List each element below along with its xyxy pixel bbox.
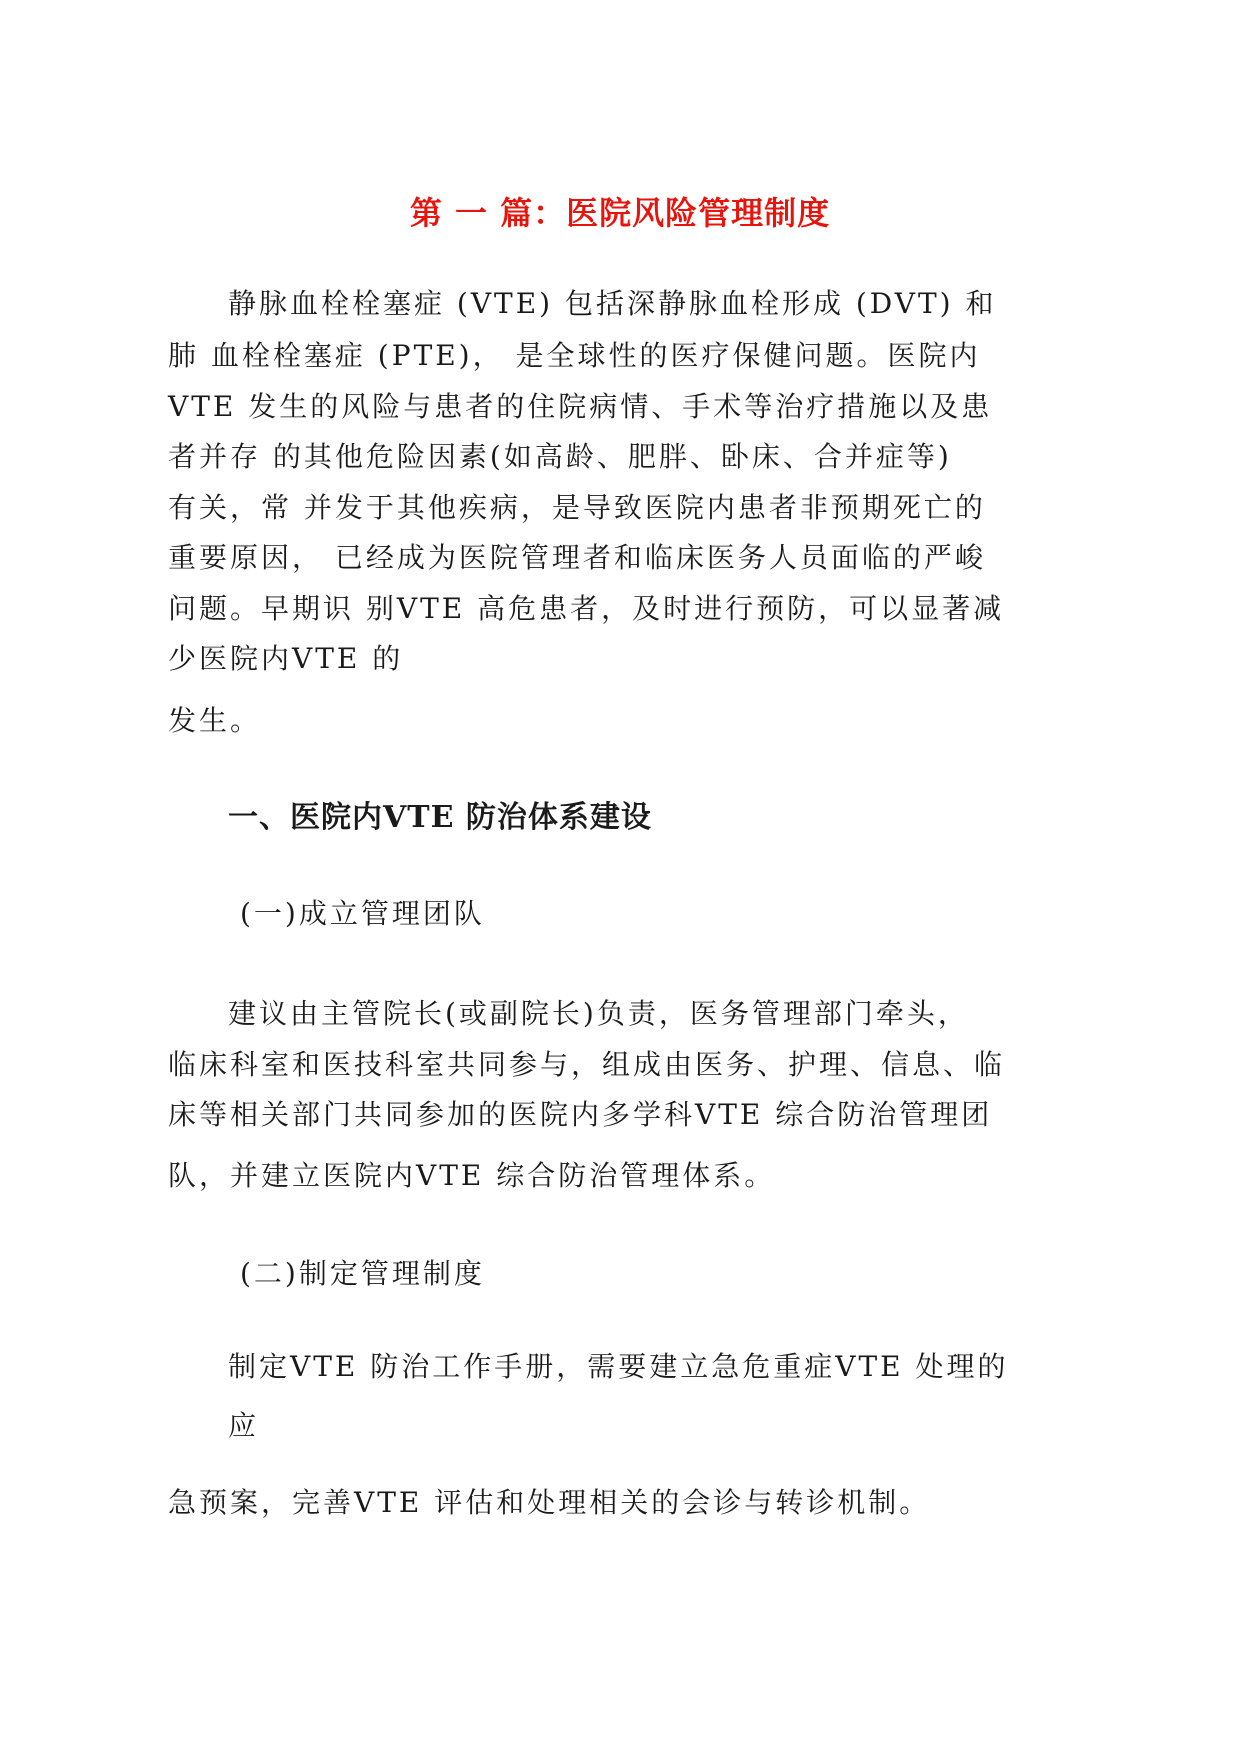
intro-line-3: VTE 发生的风险与患者的住院病情、手术等治疗措施以及患 [168, 390, 993, 423]
sub1-line-2: 临床科室和医技科室共同参与，组成由医务、护理、信息、临 [168, 1048, 1006, 1081]
section-heading: 一、医院内VTE 防治体系建设 [228, 800, 652, 835]
sub2-line-3: 急预案，完善VTE 评估和处理相关的会诊与转诊机制。 [168, 1486, 931, 1519]
sub1-line-1: 建议由主管院长(或副院长)负责，医务管理部门牵头， [228, 997, 969, 1030]
sub2-line-2: 应 [228, 1409, 260, 1442]
sub1-line-4: 队，并建立医院内VTE 综合防治管理体系。 [168, 1159, 776, 1192]
intro-line-6: 重要原因， 已经成为医院管理者和临床医务人员面临的严峻 [168, 541, 986, 574]
intro-line-4: 者并存 的其他危险因素(如高龄、肥胖、卧床、合并症等) [168, 440, 952, 473]
intro-line-9: 发生。 [168, 704, 262, 737]
subsection-heading-1: (一)成立管理团队 [240, 897, 485, 930]
sub2-line-1: 制定VTE 防治工作手册，需要建立急危重症VTE 处理的 [228, 1350, 1009, 1383]
intro-line-8: 少医院内VTE 的 [168, 642, 404, 675]
subsection-heading-2: (二)制定管理制度 [240, 1257, 485, 1290]
intro-line-1: 静脉血栓栓塞症 (VTE) 包括深静脉血栓形成 (DVT) 和 [228, 287, 997, 320]
intro-line-7: 问题。早期识 别VTE 高危患者，及时进行预防，可以显著减 [168, 592, 1005, 625]
intro-line-2: 肺 血栓栓塞症 (PTE)， 是全球性的医疗保健问题。医院内 [168, 339, 981, 372]
intro-line-5: 有关，常 并发于其他疾病，是导致医院内患者非预期死亡的 [168, 491, 986, 524]
sub1-line-3: 床等相关部门共同参加的医院内多学科VTE 综合防治管理团 [168, 1098, 993, 1131]
document-title: 第 一 篇：医院风险管理制度 [409, 194, 831, 232]
